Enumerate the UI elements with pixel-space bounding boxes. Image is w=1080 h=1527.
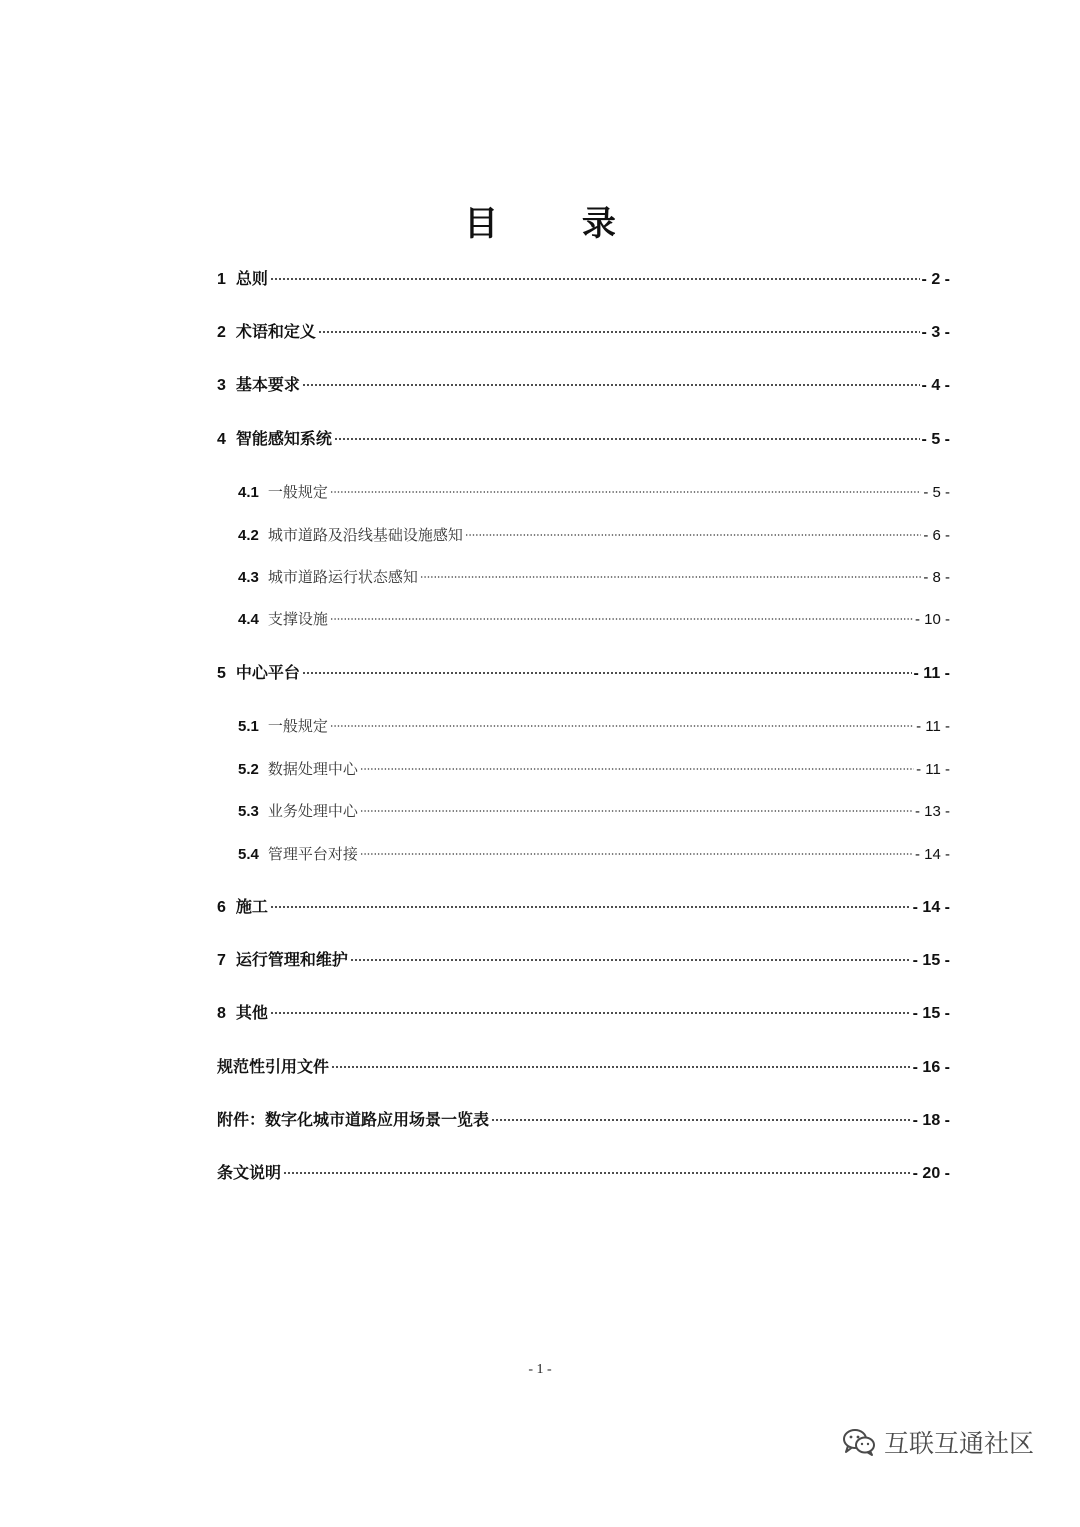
- toc-entry-page: - 11 -: [913, 665, 950, 682]
- toc-entry-page: - 15 -: [912, 952, 950, 969]
- toc-entry-page: - 11 -: [916, 761, 950, 778]
- toc-entry-number: 5.2: [238, 761, 259, 778]
- toc-entry-1[interactable]: [217, 268, 950, 291]
- toc-entry-5-4[interactable]: [238, 843, 950, 866]
- toc-entry-page: - 18 -: [912, 1112, 950, 1129]
- dot-leader: [331, 1060, 911, 1074]
- dot-leader: [330, 719, 914, 733]
- dot-leader: [302, 378, 920, 392]
- dot-leader: [270, 272, 920, 286]
- toc-entry-label: 中心平台: [235, 663, 300, 682]
- toc-entry-5-1[interactable]: [238, 715, 950, 738]
- toc-entry-5-3[interactable]: [238, 800, 950, 823]
- toc-entry-number: 6: [217, 899, 226, 916]
- dot-leader: [465, 528, 921, 542]
- toc-entry-page: - 8 -: [923, 569, 950, 586]
- toc-entry-clause-explanation[interactable]: [217, 1162, 950, 1185]
- toc-entry-4[interactable]: [217, 428, 950, 451]
- toc-entry-label: 规范性引用文件: [217, 1057, 330, 1076]
- toc-entry-label: 运行管理和维护: [235, 950, 348, 969]
- dot-leader: [334, 432, 920, 446]
- toc-entry-label: 数据处理中心: [267, 760, 358, 778]
- toc-entry-number: 4.4: [238, 611, 259, 628]
- toc-entry-label: 城市道路运行状态感知: [267, 568, 418, 586]
- toc-entry-page: - 16 -: [912, 1059, 950, 1076]
- toc-entry-page: - 3 -: [921, 324, 950, 341]
- toc-entry-number: 5.4: [238, 846, 259, 863]
- toc-entry-page: - 13 -: [914, 803, 950, 820]
- toc-entry-number: 4: [217, 431, 226, 448]
- toc-entry-number: 4.1: [238, 484, 259, 501]
- toc-entry-number: 8: [217, 1005, 226, 1022]
- toc-entry-number: 5.3: [238, 803, 259, 820]
- toc-entry-number: 2: [217, 324, 226, 341]
- dot-leader: [318, 325, 920, 339]
- dot-leader: [283, 1166, 911, 1180]
- dot-leader: [302, 666, 912, 680]
- dot-leader: [360, 804, 913, 818]
- dot-leader: [270, 1006, 911, 1020]
- toc-entry-number: 1: [217, 271, 226, 288]
- toc-entry-number: 7: [217, 952, 226, 969]
- toc-entry-number: 4.3: [238, 569, 259, 586]
- toc-entry-label: 总则: [235, 269, 268, 288]
- toc-entry-label: 一般规定: [267, 717, 328, 735]
- toc-entry-label: 支撑设施: [267, 610, 328, 628]
- toc-entry-page: - 15 -: [912, 1005, 950, 1022]
- dot-leader: [420, 570, 921, 584]
- toc-entry-label: 条文说明: [217, 1163, 282, 1182]
- dot-leader: [360, 847, 913, 861]
- toc-entry-7[interactable]: [217, 949, 950, 972]
- toc-entry-4-4[interactable]: [238, 608, 950, 631]
- toc-entry-page: - 6 -: [923, 527, 950, 544]
- toc-entry-3[interactable]: [217, 374, 950, 397]
- dot-leader: [350, 953, 911, 967]
- watermark: [842, 1424, 1034, 1460]
- toc-entry-label: 术语和定义: [235, 322, 316, 341]
- toc-entry-8[interactable]: [217, 1002, 950, 1025]
- toc-entry-page: - 11 -: [916, 718, 950, 735]
- dot-leader: [330, 485, 921, 499]
- dot-leader: [360, 762, 914, 776]
- watermark-text: 互联互通社区: [884, 1429, 1035, 1458]
- toc-entry-5-2[interactable]: [238, 758, 950, 781]
- toc-entry-page: - 4 -: [921, 377, 950, 394]
- toc-entry-label: 城市道路及沿线基础设施感知: [267, 526, 463, 544]
- toc-entry-label: 业务处理中心: [267, 802, 358, 820]
- toc-entry-label: 附件：数字化城市道路应用场景一览表: [217, 1110, 490, 1129]
- toc-entry-page: - 10 -: [914, 611, 950, 628]
- toc-entry-page: - 5 -: [923, 484, 950, 501]
- toc-entry-number: 3: [217, 377, 226, 394]
- footer-page-number: - 1 -: [528, 1362, 552, 1377]
- dot-leader: [270, 900, 911, 914]
- toc-entry-number: 4.2: [238, 527, 259, 544]
- toc-entry-5[interactable]: [217, 662, 950, 685]
- toc-entry-appendix[interactable]: [217, 1109, 950, 1132]
- toc-entry-page: - 14 -: [914, 846, 950, 863]
- toc-entry-page: - 5 -: [921, 431, 950, 448]
- toc-entry-label: 智能感知系统: [235, 429, 332, 448]
- toc-entry-page: - 2 -: [921, 271, 950, 288]
- toc-entry-2[interactable]: [217, 321, 950, 344]
- dot-leader: [491, 1113, 911, 1127]
- toc-entry-6[interactable]: [217, 896, 950, 919]
- toc-entry-number: 5.1: [238, 718, 259, 735]
- toc-entry-label: 其他: [235, 1003, 268, 1022]
- toc-entry-number: 5: [217, 665, 226, 682]
- wechat-icon: [842, 1427, 876, 1457]
- toc-entry-label: 管理平台对接: [267, 845, 358, 863]
- toc-entry-label: 基本要求: [235, 375, 300, 394]
- toc-entry-4-3[interactable]: [238, 566, 950, 589]
- page-title: 目 录: [464, 204, 652, 244]
- toc-entry-label: 施工: [235, 897, 268, 916]
- toc-entry-page: - 20 -: [912, 1165, 950, 1182]
- toc-entry-label: 一般规定: [267, 483, 328, 501]
- toc-entry-4-1[interactable]: [238, 481, 950, 504]
- toc-entry-4-2[interactable]: [238, 524, 950, 547]
- toc-entry-page: - 14 -: [912, 899, 950, 916]
- dot-leader: [330, 612, 913, 626]
- toc-entry-normative-references[interactable]: [217, 1056, 950, 1079]
